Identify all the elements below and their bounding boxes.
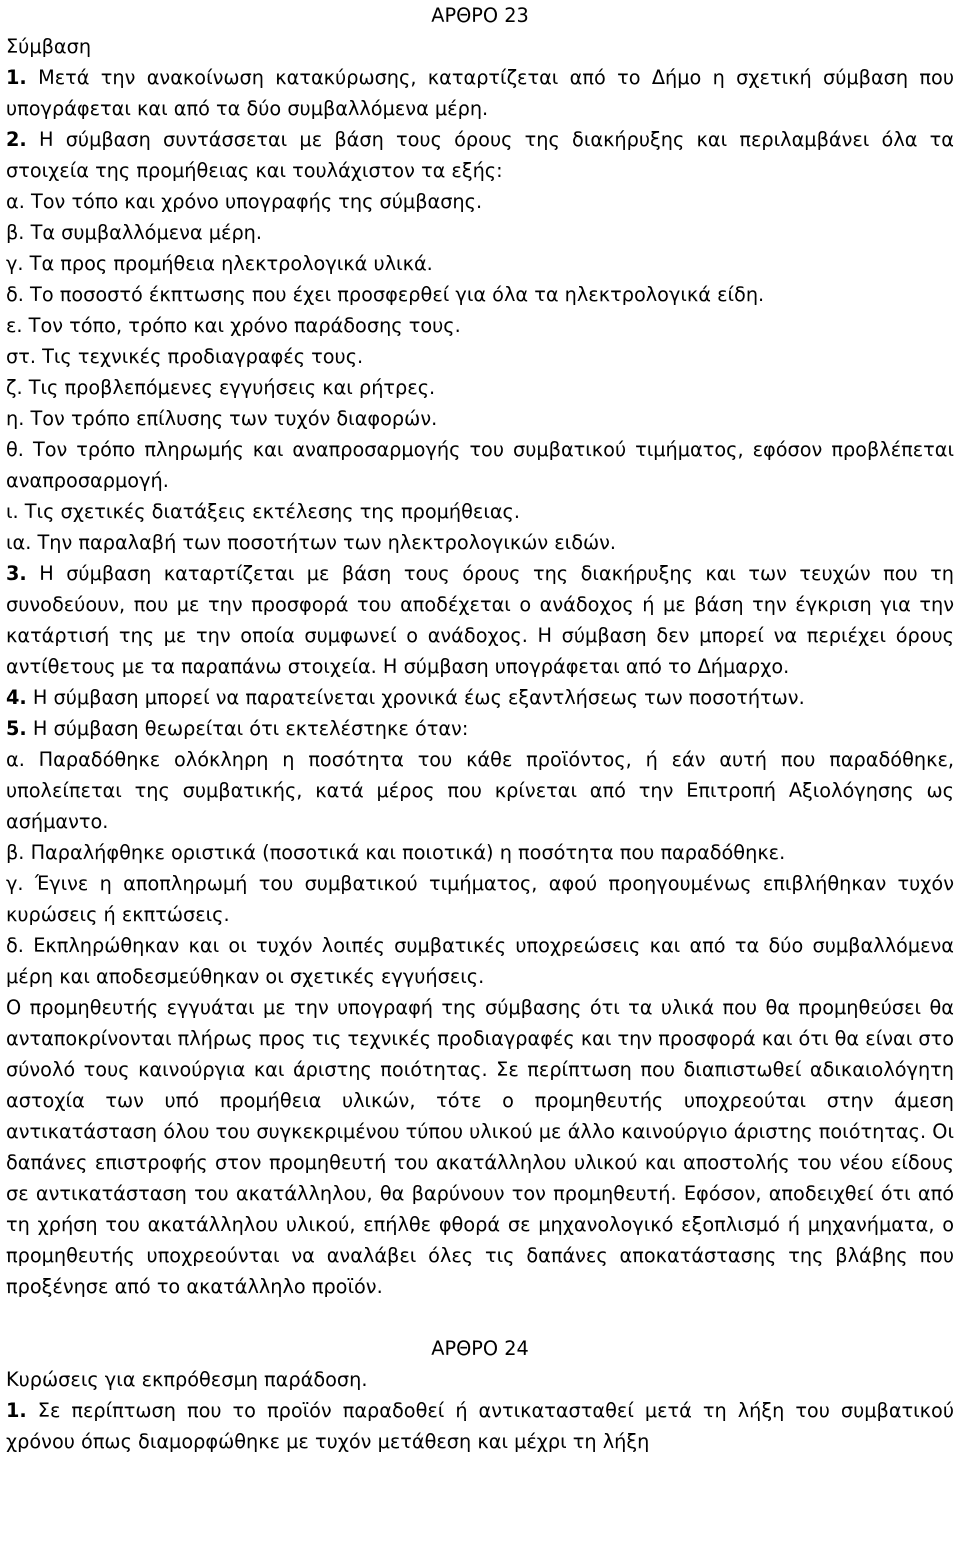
list-item-e: ε. Τον τόπο, τρόπο και χρόνο παράδοσης τους. — [6, 314, 461, 337]
list-item-ia: ια. Την παραλαβή των ποσοτήτων των ηλεκτρολογικών ειδών. — [6, 531, 617, 554]
paragraph-text: Η σύμβαση μπορεί να παρατείνεται χρονικά έως εξαντλήσεως των ποσοτήτων. — [32, 686, 805, 709]
list-item-d: δ. Το ποσοστό έκπτωσης που έχει προσφερθεί για όλα τα ηλεκτρολογικά είδη. — [6, 283, 765, 306]
supplier-guarantee-paragraph: Ο προμηθευτής εγγυάται με την υπογραφή της σύμβασης ότι τα υλικά που θα προμηθεύσει θα ανταποκρίνονται πλήρως προς τις τεχνικές προδιαγραφές και την προσφορά και ότι θα είναι στο σύνολό τους καινούργια και άριστης ποιότητας. Σε περίπτωση που διαπιστωθεί αδικαιολόγητη αστοχία των υπό προμήθεια υλικών, τότε ο προμηθευτής υποχρεούται στην άμεση αντικατάσταση όλου του συγκεκριμένου τύπου υλικού με άλλο καινούργιο άριστης ποιότητας. Οι δαπάνες επιστροφής στον προμηθευτή του ακατάλληλου υλικού και αποστολής του νέου είδους σε αντικατάσταση του ακατάλληλου, θα βαρύνουν τον προμηθευτή. Εφόσον, αποδειχθεί ότι από τη χρήση του ακατάλληλου υλικού, επήλθε φθορά σε μηχανολογικό εξοπλισμό ή μηχανήματα, ο προμηθευτής υποχρεούνται να αναλάβει όλες τις δαπάνες αποκατάστασης της βλάβης που προξένησε από το ακατάλληλο προϊόν. — [6, 996, 954, 1298]
article-23-paragraph-4 — [6, 682, 954, 713]
completion-condition-a: α. Παραδόθηκε ολόκληρη η ποσότητα του κάθε προϊόντος, ή εάν αυτή που παραδόθηκε, υπολείπεται της συμβατικής, κατά μέρος που κρίνεται από την Επιτροπή Αξιολόγησης ως ασήμαντο. — [6, 748, 954, 833]
article-23-paragraph-5 — [6, 713, 954, 744]
article-23-paragraph-3 — [6, 558, 954, 682]
list-item-z: ζ. Τις προβλεπόμενες εγγυήσεις και ρήτρες. — [6, 376, 436, 399]
list-item-st: στ. Τις τεχνικές προδιαγραφές τους. — [6, 345, 364, 368]
paragraph-text: Η σύμβαση θεωρείται ότι εκτελέστηκε όταν: — [32, 717, 469, 740]
paragraph-number: 4. — [6, 686, 27, 709]
list-item-a: α. Τον τόπο και χρόνο υπογραφής της σύμβασης. — [6, 190, 483, 213]
article-23-heading: ΑΡΘΡΟ 23 — [431, 4, 529, 27]
paragraph-number: 5. — [6, 717, 27, 740]
paragraph-text: Η σύμβαση συντάσσεται με βάση τους όρους της διακήρυξης και περιλαμβάνει όλα τα στοιχεία της προμήθειας και τουλάχιστον τα εξής: — [6, 128, 954, 182]
article-23-paragraph-1 — [6, 62, 954, 124]
list-item-theta: θ. Τον τρόπο πληρωμής και αναπροσαρμογής του συμβατικού τιμήματος, εφόσον προβλέπεται αναπροσαρμογή. — [6, 438, 954, 492]
list-item-i: ι. Τις σχετικές διατάξεις εκτέλεσης της προμήθειας. — [6, 500, 521, 523]
paragraph-text: Η σύμβαση καταρτίζεται με βάση τους όρους της διακήρυξης και των τευχών που τη συνοδεύουν, που με την προσφορά του αποδέχεται ο ανάδοχος ή με βάση την έγκριση για την κατάρτισή της με την οποία συμφωνεί ο ανάδοχος. Η σύμβαση δεν μπορεί να περιέχει όρους αντίθετους με τα παραπάνω στοιχεία. Η σύμβαση υπογράφεται από το Δήμαρχο. — [6, 562, 954, 678]
article-24-subtitle: Κυρώσεις για εκπρόθεσμη παράδοση. — [6, 1368, 368, 1391]
completion-condition-c: γ. Έγινε η αποπληρωμή του συμβατικού τιμήματος, αφού προηγουμένως επιβλήθηκαν τυχόν κυρώσεις ή εκπτώσεις. — [6, 872, 954, 926]
paragraph-text: Σε περίπτωση που το προϊόν παραδοθεί ή αντικατασταθεί μετά τη λήξη του συμβατικού χρόνου όπως διαμορφώθηκε με τυχόν μετάθεση και μέχρι τη λήξη — [6, 1399, 954, 1453]
completion-condition-d: δ. Εκπληρώθηκαν και οι τυχόν λοιπές συμβατικές υποχρεώσεις και από τα δύο συμβαλλόμενα μέρη και αποδεσμεύθηκαν οι σχετικές εγγυήσεις. — [6, 934, 954, 988]
paragraph-number: 1. — [6, 66, 27, 89]
list-item-b: β. Τα συμβαλλόμενα μέρη. — [6, 221, 263, 244]
article-23-subtitle: Σύμβαση — [6, 35, 92, 58]
paragraph-number: 1. — [6, 1399, 27, 1422]
section-spacer — [6, 1302, 954, 1333]
paragraph-text: Μετά την ανακοίνωση κατακύρωσης, καταρτίζεται από το Δήμο η σχετική σύμβαση που υπογράφεται και από τα δύο συμβαλλόμενα μέρη. — [6, 66, 954, 120]
article-24-paragraph-1 — [6, 1395, 954, 1457]
paragraph-number: 2. — [6, 128, 27, 151]
completion-condition-b: β. Παραλήφθηκε οριστικά (ποσοτικά και ποιοτικά) η ποσότητα που παραδόθηκε. — [6, 841, 786, 864]
paragraph-number: 3. — [6, 562, 27, 585]
article-23-paragraph-2 — [6, 124, 954, 186]
list-item-c: γ. Τα προς προμήθεια ηλεκτρολογικά υλικά. — [6, 252, 433, 275]
article-24-heading: ΑΡΘΡΟ 24 — [431, 1337, 529, 1360]
list-item-h: η. Τον τρόπο επίλυσης των τυχόν διαφορών. — [6, 407, 438, 430]
